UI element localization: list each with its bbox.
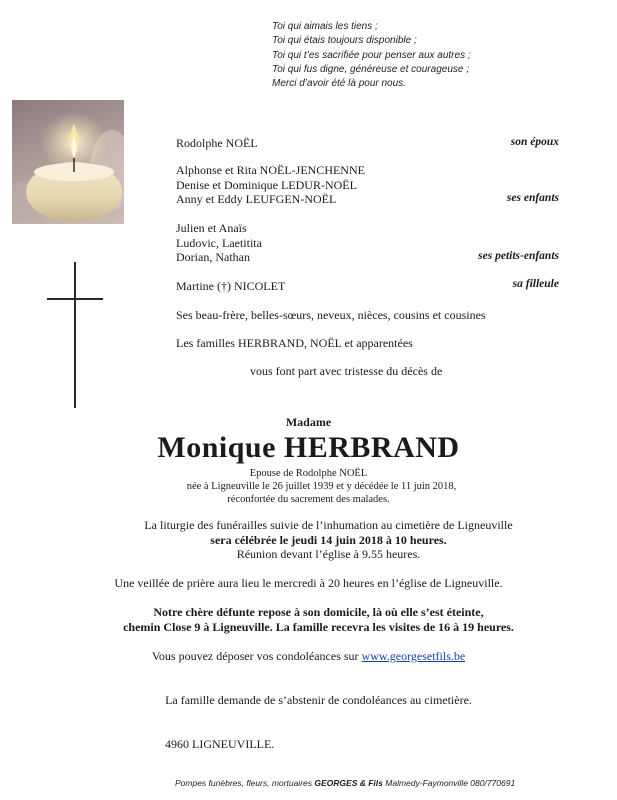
child-name: Denise et Dominique LEDUR-NOËL [176,177,357,192]
child-name: Anny et Eddy LEUFGEN-NOËL [176,192,337,206]
spouse-name: Rodolphe NOËL [176,136,258,150]
footer-prefix: Pompes funèbres, fleurs, mortuaires [175,778,313,788]
poem-line: Toi qui t’es sacrifiée pour penser aux autres ; [272,49,471,61]
deceased-name: Monique HERBRAND [157,431,460,464]
poem [272,20,471,91]
cross-icon [47,262,103,410]
condolences-text: Vous pouvez déposer vos condoléances sur [151,649,359,663]
goddaughter-name: Martine (†) NICOLET [176,279,286,293]
cemetery-note: La famille demande de s’abstenir de condoléances au cimetière. [165,693,472,707]
poem-line: Toi qui fus digne, généreuse et courageuse ; [272,63,469,75]
vigil-line: Une veillée de prière aura lieu le mercredi à 20 heures en l’église de Ligneuville. [114,576,503,590]
poem-line: Toi qui étais toujours disponible ; [272,35,417,47]
funeral-info [0,518,617,562]
announcement-line: vous font part avec tristesse du décès de [250,364,443,378]
footer [175,778,515,788]
goddaughter-role: sa filleule [512,278,559,290]
footer-company: GEORGES & Fils [314,778,383,788]
poem-line: Toi qui aimais les tiens ; [272,21,378,32]
grandchildren-role: ses petits-enfants [478,250,559,262]
children-role: ses enfants [506,192,559,204]
families-line: Les familles HERBRAND, NOËL et apparentées [176,336,413,350]
address: 4960 LIGNEUVILLE. [165,737,275,751]
condolences-line [0,649,617,664]
home-line: Notre chère défunte repose à son domicile, là où elle s’est éteinte, [153,605,484,619]
cross-horizontal-bar [47,298,103,300]
extended-family: Ses beau-frère, belles-sœurs, neveux, nièces, cousins et cousines [176,308,486,322]
grandchildren-list [176,221,262,265]
home-visits: chemin Close 9 à Ligneuville. La famille recevra les visites de 16 à 19 heures. [123,619,514,634]
cross-vertical-bar [74,262,76,408]
spouse-role: son époux [510,136,559,148]
footer-suffix: Malmedy-Faymonville 080/770691 [385,778,516,788]
deceased-title: Madame [285,415,332,429]
poem-line: Merci d’avoir été là pour nous. [272,78,406,90]
candle-drawing [12,100,124,224]
home-info [0,605,617,634]
funeral-meeting: Réunion devant l’église à 9.55 heures. [236,547,421,561]
child-name: Alphonse et Rita NOËL-JENCHENNE [176,163,365,177]
candle-image [12,100,124,224]
grandchild-name: Julien et Anaïs [176,221,247,235]
spouse-line: Epouse de Rodolphe NOËL [249,468,368,479]
birth-death-line: née à Ligneuville le 26 juillet 1939 et y décédée le 11 juin 2018, [186,481,457,492]
condolences-link[interactable]: www.georgesetfils.be [361,649,466,663]
grandchild-name: Dorian, Nathan [176,250,250,264]
sacrament-line: réconfortée du sacrement des malades. [227,494,390,505]
grandchild-name: Ludovic, Laetitita [176,235,262,250]
children-list [176,163,365,207]
funeral-line: La liturgie des funérailles suivie de l’inhumation au cimetière de Ligneuville [144,518,513,532]
funeral-date: sera célébrée le jeudi 14 juin 2018 à 10 heures. [210,532,447,547]
